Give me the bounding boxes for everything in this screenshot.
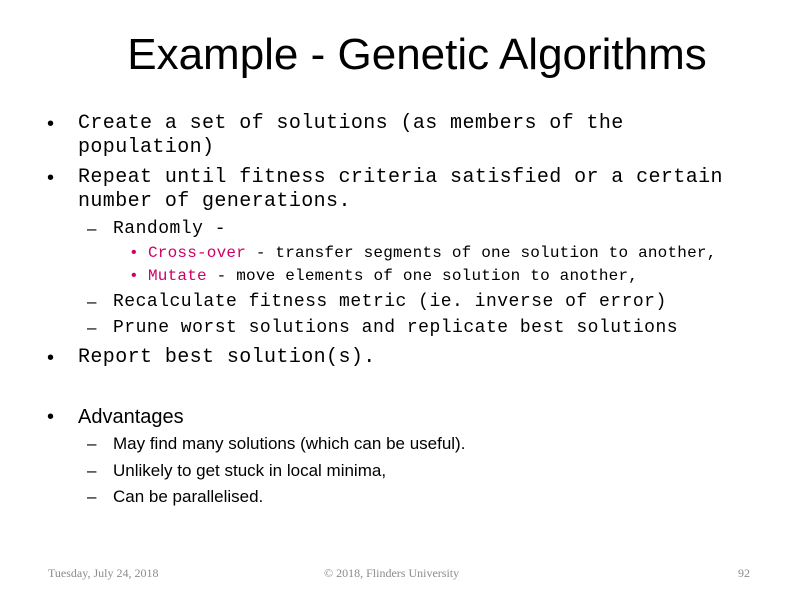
sub-sub-bullet-mutate <box>148 266 638 286</box>
bullet-marker: • <box>47 167 55 189</box>
dash-marker: – <box>87 487 97 506</box>
dash-marker: – <box>87 219 97 238</box>
bullet-line: number of generations. <box>78 190 351 213</box>
bullet-marker: • <box>47 406 55 428</box>
bullet-report: Report best solution(s). <box>78 346 376 369</box>
bullet-marker: • <box>131 244 137 261</box>
sub-bullet-parallelised: Can be parallelised. <box>113 487 264 506</box>
keyword-mutate: Mutate <box>148 267 207 285</box>
dash-marker: – <box>87 292 97 311</box>
footer-date: Tuesday, July 24, 2018 <box>48 566 159 580</box>
sub-sub-bullet-crossover <box>148 243 717 263</box>
bullet-marker: • <box>131 267 137 284</box>
bullet-line: population) <box>78 136 215 159</box>
mutate-description: - move elements of one solution to another, <box>206 267 639 285</box>
sub-bullet-prune: Prune worst solutions and replicate best solutions <box>113 318 679 338</box>
crossover-description: - transfer segments of one solution to another, <box>246 244 717 262</box>
bullet-line: Create a set of solutions (as members of the <box>78 112 624 135</box>
sub-bullet-local-minima: Unlikely to get stuck in local minima, <box>113 461 387 480</box>
footer-page-number: 92 <box>738 566 750 580</box>
slide-title: Example - Genetic Algorithms <box>127 30 707 79</box>
sub-bullet-many-solutions: May find many solutions (which can be useful). <box>113 434 466 453</box>
sub-bullet-randomly: Randomly - <box>113 219 227 239</box>
bullet-create-solutions <box>78 112 624 160</box>
bullet-repeat <box>78 166 723 214</box>
footer-copyright: © 2018, Flinders University <box>324 566 460 580</box>
keyword-crossover: Cross-over <box>148 244 247 262</box>
bullet-line: Repeat until fitness criteria satisfied or a certain <box>78 166 723 189</box>
bullet-advantages: Advantages <box>78 406 184 428</box>
sub-bullet-recalculate: Recalculate fitness metric (ie. inverse of error) <box>113 292 667 312</box>
bullet-marker: • <box>47 347 55 369</box>
dash-marker: – <box>87 461 97 480</box>
bullet-marker: • <box>47 113 55 135</box>
dash-marker: – <box>87 434 97 453</box>
dash-marker: – <box>87 318 97 337</box>
